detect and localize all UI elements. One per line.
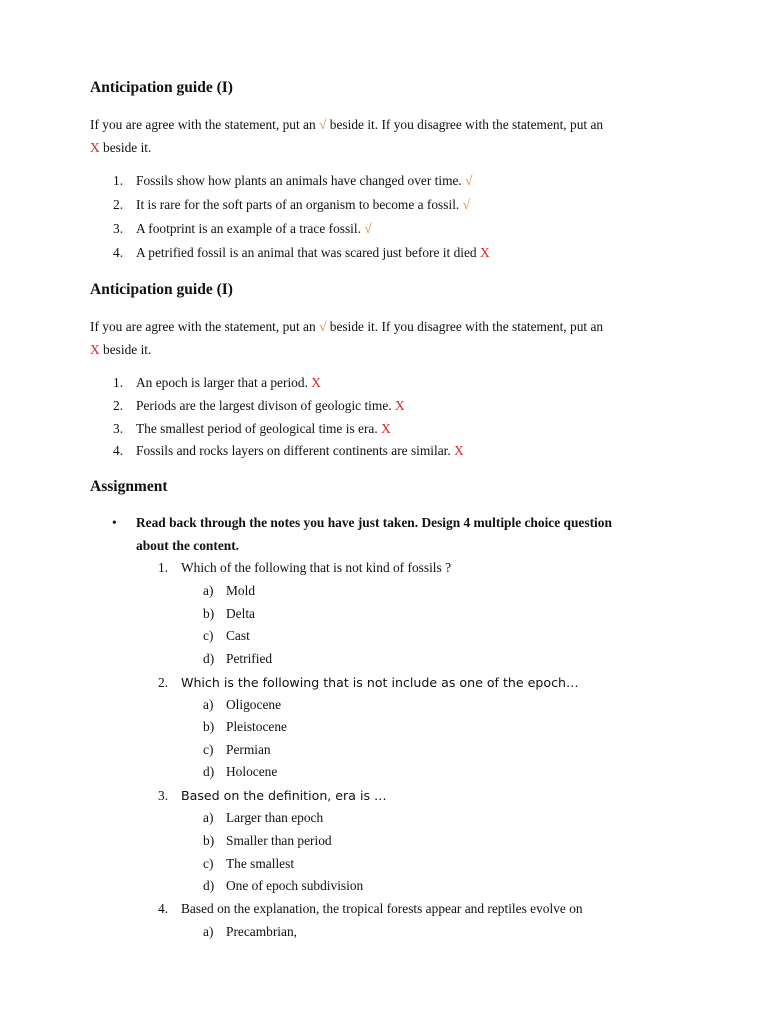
option-letter: b) bbox=[203, 833, 215, 848]
item-text: The smallest period of geological time is era. bbox=[136, 421, 378, 436]
option-text: One of epoch subdivision bbox=[226, 878, 364, 893]
cross-mark: X bbox=[381, 421, 391, 436]
list-item: 1. Fossils show how plants an animals have changed over time. √ bbox=[113, 173, 473, 188]
intro-text-b: beside it. If you disagree with the statement, put an bbox=[329, 117, 604, 132]
instruction-line-2: about the content. bbox=[136, 538, 240, 553]
check-mark: √ bbox=[319, 117, 327, 132]
list-item: 2. It is rare for the soft parts of an organism to become a fossil. √ bbox=[113, 197, 470, 212]
option-text: Larger than epoch bbox=[226, 810, 324, 825]
option-letter: d) bbox=[203, 764, 215, 779]
check-mark: √ bbox=[364, 221, 372, 236]
item-text: It is rare for the soft parts of an organism to become a fossil. bbox=[136, 197, 460, 212]
question-number: 1. bbox=[158, 560, 169, 575]
intro-text-b: beside it. If you disagree with the statement, put an bbox=[329, 319, 604, 334]
item-text: An epoch is larger that a period. bbox=[136, 375, 308, 390]
cross-mark: X bbox=[394, 398, 405, 413]
instruction-line-1: Read back through the notes you have just taken. Design 4 multiple choice question bbox=[136, 515, 612, 530]
option-letter: d) bbox=[203, 878, 215, 893]
question-text: Which of the following that is not kind of fossils ? bbox=[181, 560, 452, 575]
item-text: Periods are the largest divison of geologic time. bbox=[136, 398, 392, 413]
option-letter: b) bbox=[203, 606, 215, 621]
check-mark: √ bbox=[462, 197, 470, 212]
option-letter: c) bbox=[203, 856, 214, 871]
option-letter: a) bbox=[203, 924, 214, 939]
list-item: 3. A footprint is an example of a trace fossil. √ bbox=[113, 221, 372, 236]
cross-mark: X bbox=[90, 342, 100, 357]
list-item: 3. The smallest period of geological time is era. X bbox=[113, 421, 391, 436]
list-item: 2. Periods are the largest divison of geologic time. X bbox=[113, 398, 405, 413]
option-text: Delta bbox=[226, 606, 255, 621]
question-text: Based on the explanation, the tropical forests appear and reptiles evolve on bbox=[181, 901, 583, 916]
option-letter: d) bbox=[203, 651, 215, 666]
assignment-title: Assignment bbox=[90, 478, 168, 495]
cross-mark: X bbox=[90, 140, 100, 155]
check-mark: √ bbox=[465, 173, 473, 188]
option-letter: c) bbox=[203, 628, 214, 643]
cross-mark: X bbox=[479, 245, 490, 260]
section1-intro bbox=[90, 113, 690, 159]
item-text: A petrified fossil is an animal that was scared just before it died bbox=[136, 245, 477, 260]
question-number: 4. bbox=[158, 901, 169, 916]
section1-title: Anticipation guide (I) bbox=[90, 79, 233, 96]
section2-intro bbox=[90, 315, 690, 361]
option-text: Petrified bbox=[226, 651, 273, 666]
intro-text-a: If you are agree with the statement, put an bbox=[90, 319, 316, 334]
option-text: Cast bbox=[226, 628, 250, 643]
bullet: • bbox=[112, 515, 117, 530]
list-item: 4. Fossils and rocks layers on different continents are similar. X bbox=[113, 443, 464, 458]
option-letter: a) bbox=[203, 810, 214, 825]
section2-title: Anticipation guide (I) bbox=[90, 281, 233, 298]
option-text: Smaller than period bbox=[226, 833, 332, 848]
option-text: Oligocene bbox=[226, 697, 282, 712]
check-mark: √ bbox=[319, 319, 327, 334]
intro-text-c: beside it. bbox=[103, 140, 152, 155]
question-number: 3. bbox=[158, 788, 169, 803]
option-text: The smallest bbox=[226, 856, 295, 871]
list-item: 1. An epoch is larger that a period. X bbox=[113, 375, 321, 390]
item-text: Fossils and rocks layers on different continents are similar. bbox=[136, 443, 451, 458]
cross-mark: X bbox=[311, 375, 321, 390]
option-text: Holocene bbox=[226, 764, 278, 779]
option-text: Precambrian, bbox=[226, 924, 298, 939]
item-text: Fossils show how plants an animals have changed over time. bbox=[136, 173, 462, 188]
item-text: A footprint is an example of a trace fossil. bbox=[136, 221, 361, 236]
option-text: Pleistocene bbox=[226, 719, 287, 734]
question-text: Based on the definition, era is … bbox=[181, 788, 387, 803]
option-letter: a) bbox=[203, 583, 214, 598]
option-letter: c) bbox=[203, 742, 214, 757]
intro-text-c: beside it. bbox=[103, 342, 152, 357]
question-text: Which is the following that is not include as one of the epoch… bbox=[181, 675, 579, 690]
option-text: Permian bbox=[226, 742, 271, 757]
intro-text-a: If you are agree with the statement, put an bbox=[90, 117, 316, 132]
question-number: 2. bbox=[158, 675, 169, 690]
option-letter: b) bbox=[203, 719, 215, 734]
option-text: Mold bbox=[226, 583, 256, 598]
option-letter: a) bbox=[203, 697, 214, 712]
list-item: 4. A petrified fossil is an animal that was scared just before it died X bbox=[113, 245, 490, 260]
cross-mark: X bbox=[454, 443, 464, 458]
